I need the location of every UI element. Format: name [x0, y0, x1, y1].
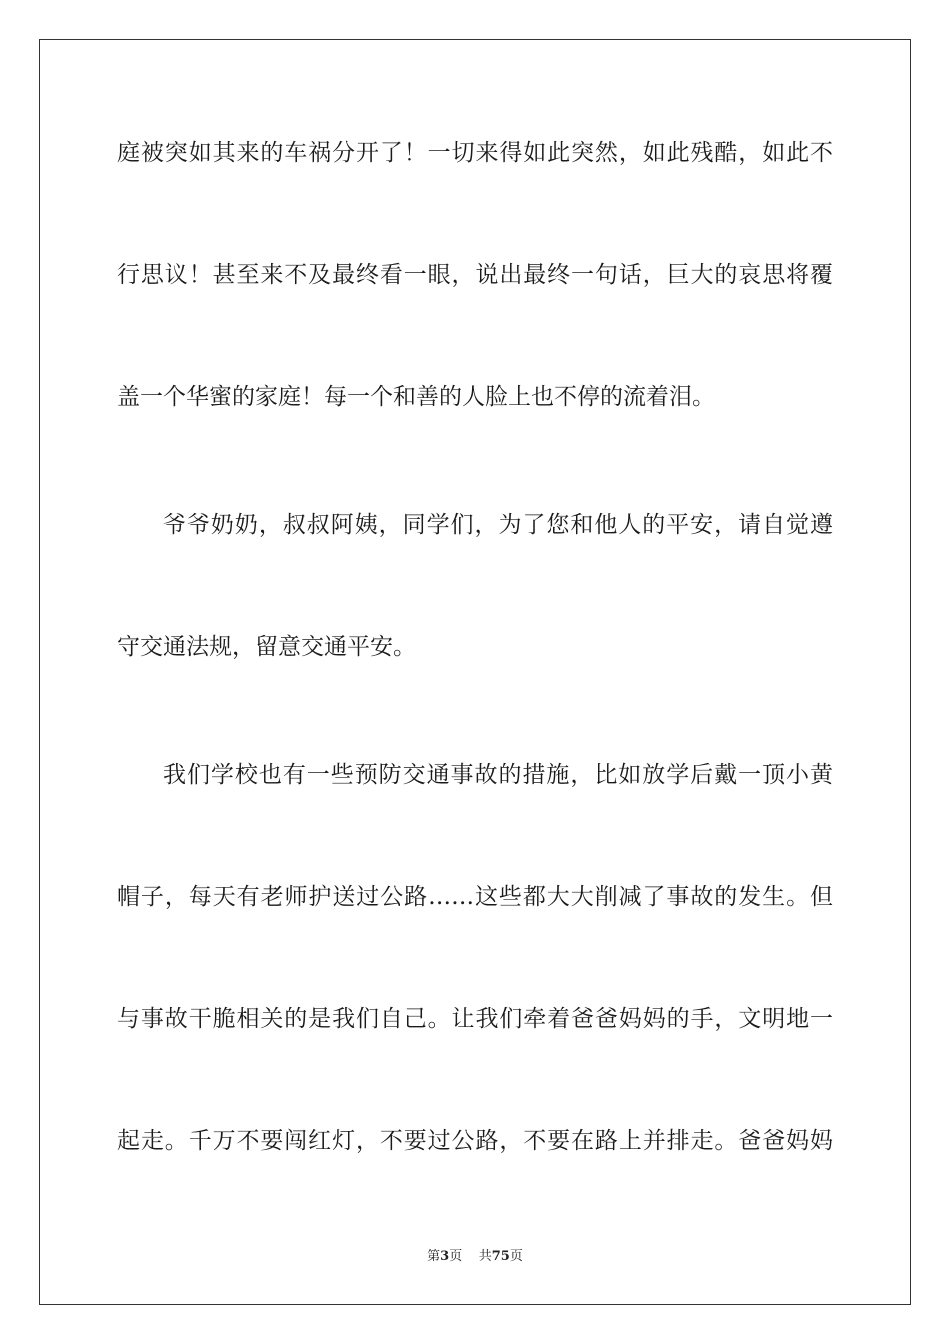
text-line-5: 守交通法规，留意交通平安。 — [117, 634, 416, 660]
total-suffix: 页 — [509, 1249, 523, 1264]
text-line-9: 起走。千万不要闯红灯，不要过公路，不要在路上并排走。爸爸妈妈 — [117, 1128, 833, 1154]
text-line-8: 与事故干脆相关的是我们自己。让我们牵着爸爸妈妈的手，文明地一 — [117, 1006, 833, 1032]
text-line-6: 我们学校也有一些预防交通事故的措施，比如放学后戴一顶小黄 — [163, 762, 833, 788]
total-prefix: 共 — [478, 1249, 492, 1264]
text-line-2: 行思议！甚至来不及最终看一眼，说出最终一句话，巨大的哀思将覆 — [117, 262, 833, 288]
page-footer — [0, 1248, 950, 1266]
page-border — [39, 39, 911, 1305]
page-suffix: 页 — [449, 1249, 463, 1264]
text-line-3: 盖一个华蜜的家庭！每一个和善的人脸上也不停的流着泪。 — [117, 384, 715, 410]
text-line-7: 帽子，每天有老师护送过公路……这些都大大削减了事故的发生。但 — [117, 884, 833, 910]
total-pages: 75 — [491, 1249, 510, 1264]
text-line-4: 爷爷奶奶，叔叔阿姨，同学们，为了您和他人的平安，请自觉遵 — [163, 512, 833, 538]
page-number: 3 — [440, 1249, 450, 1264]
page-prefix: 第 — [427, 1249, 441, 1264]
text-line-1: 庭被突如其来的车祸分开了！一切来得如此突然，如此残酷，如此不 — [117, 140, 833, 166]
